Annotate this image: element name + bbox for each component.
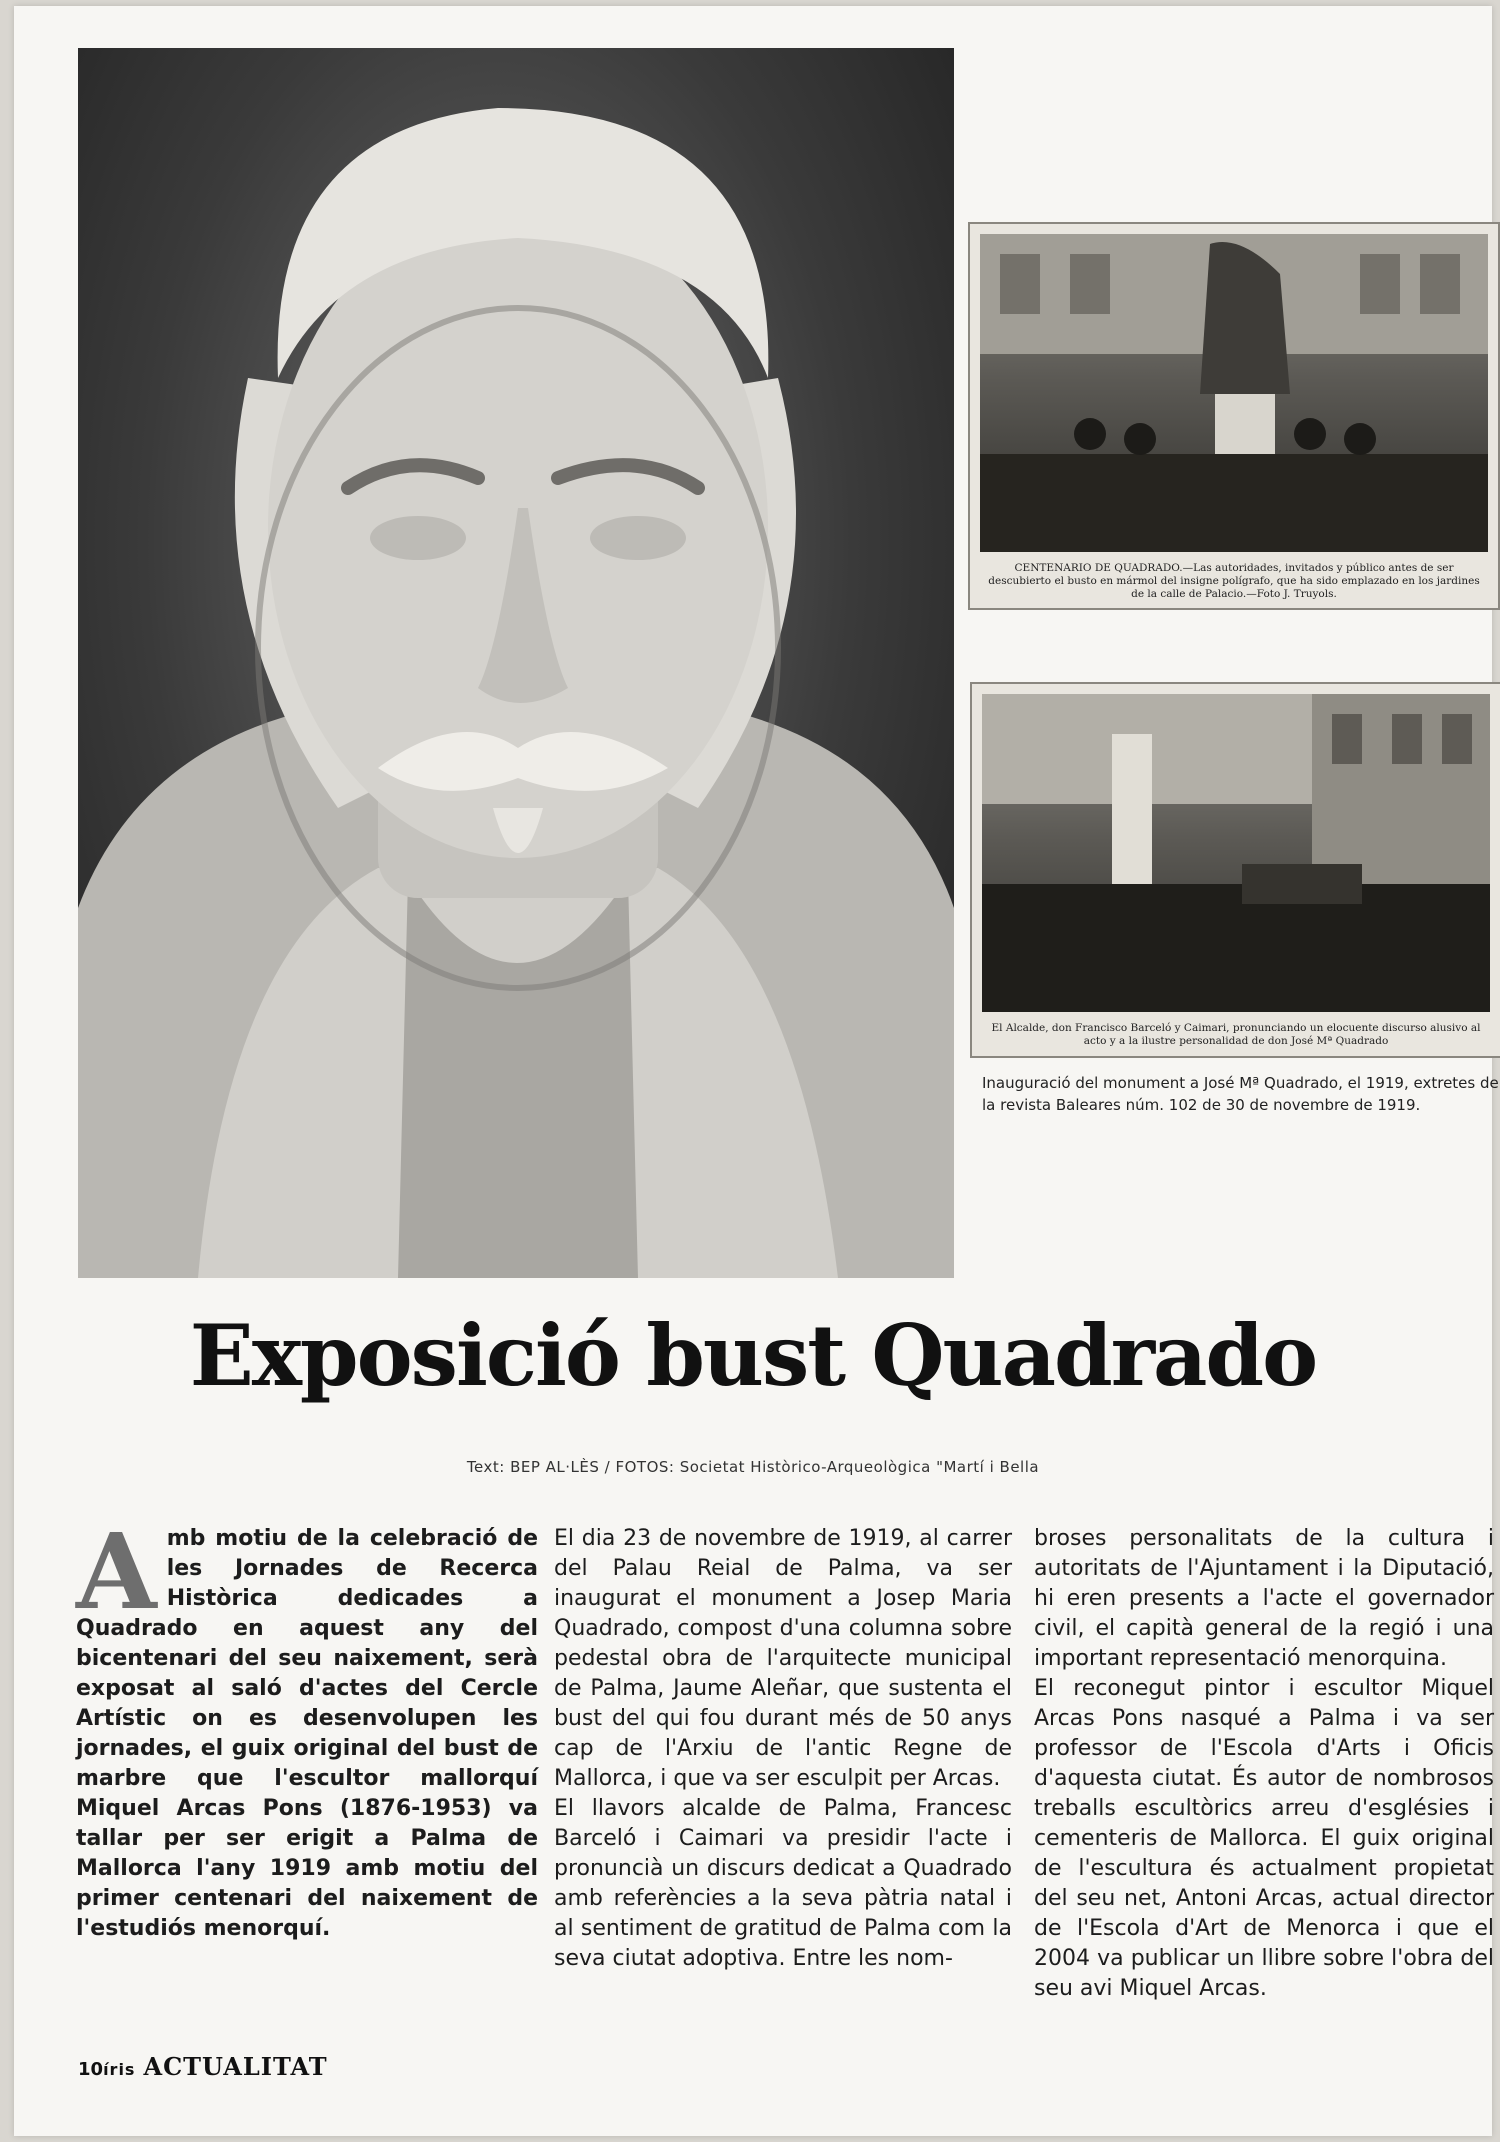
bust-photograph: [78, 48, 954, 1278]
drop-cap: A: [76, 1510, 157, 1633]
article-column-1: [76, 1510, 538, 1944]
article-column-2: [554, 1524, 1012, 1974]
page-number: 10: [78, 2059, 104, 2080]
magazine-name: íris: [103, 2060, 136, 2079]
page-footer: [78, 2052, 328, 2081]
article-credits: Text: BEP AL·LÈS / FOTOS: Societat Històrico-Arqueològica "Martí i Bella: [466, 1458, 1040, 1476]
archive-caption: CENTENARIO DE QUADRADO.—Las autoridades, invitados y público antes de ser descubierto el busto en mármol del insigne polígrafo, que ha sido emplazado en los jardines de la calle de Palacio.—Foto J. Truyols.: [988, 562, 1480, 600]
section-name: ACTUALITAT: [143, 2052, 328, 2081]
archive-photo-unveiling: [968, 222, 1500, 610]
article-paragraph: El dia 23 de novembre de 1919, al carrer del Palau Reial de Palma, va ser inaugurat el monument a Josep Maria Quadrado, compost d'una columna sobre pedestal obra de l'arquitecte municipal de Palma, Jaume Aleñar, que sustenta el bust del qui fou durant més de 50 anys cap de l'Arxiu de l'antic Regne de Mallorca, i que va ser esculpit per Arcas.: [554, 1526, 1012, 1791]
archive-image: [982, 694, 1490, 1012]
article-column-3: [1034, 1524, 1494, 2004]
article-intro: mb motiu de la celebració de les Jornades de Recerca Històrica dedicades a Quadrado en aquest any del bicentenari del seu naixement, serà exposat al saló d'actes del Cercle Artístic on es desenvolupen les jornades, el guix original del bust de marbre que l'escultor mallorquí Miquel Arcas Pons (1876-1953) va tallar per ser erigit a Palma de Mallorca l'any 1919 amb motiu del primer centenari del naixement de l'estudiós menorquí.: [76, 1526, 538, 1941]
photo-caption: Inauguració del monument a José Mª Quadrado, el 1919, extretes de la revista Baleares núm. 102 de 30 de novembre de 1919.: [982, 1074, 1499, 1114]
archive-caption: El Alcalde, don Francisco Barceló y Caimari, pronunciando un elocuente discurso alusivo al acto y a la ilustre personalidad de don José Mª Quadrado: [991, 1022, 1481, 1047]
bust-illustration: [78, 48, 954, 1278]
archive-photo-speech: [970, 682, 1500, 1058]
magazine-page: [14, 6, 1499, 2136]
archive-image: [980, 234, 1488, 552]
article-paragraph: El reconegut pintor i escultor Miquel Arcas Pons nasqué a Palma i va ser professor de l'Escola d'Arts i Oficis d'aquesta ciutat. És autor de nombrosos treballs escultòrics arreu d'esglésies i cementeris de Mallorca. El guix original de l'escultura és actualment propietat del seu net, Antoni Arcas, actual director de l'Escola d'Art de Menorca i que el 2004 va publicar un llibre sobre l'obra del seu avi Miquel Arcas.: [1034, 1676, 1494, 2001]
article-paragraph: El llavors alcalde de Palma, Francesc Barceló i Caimari va presidir l'acte i pronuncià un discurs dedicat a Quadrado amb referències a la seva pàtria natal i al sentiment de gratitud de Palma com la seva ciutat adoptiva. Entre les nom-: [554, 1796, 1012, 1971]
article-paragraph: broses personalitats de la cultura i autoritats de l'Ajuntament i la Diputació, hi eren presents a l'acte el governador civil, el capità general de la regió i una important representació menorquina.: [1034, 1526, 1494, 1671]
article-headline: Exposició bust Quadrado: [189, 1306, 1317, 1405]
